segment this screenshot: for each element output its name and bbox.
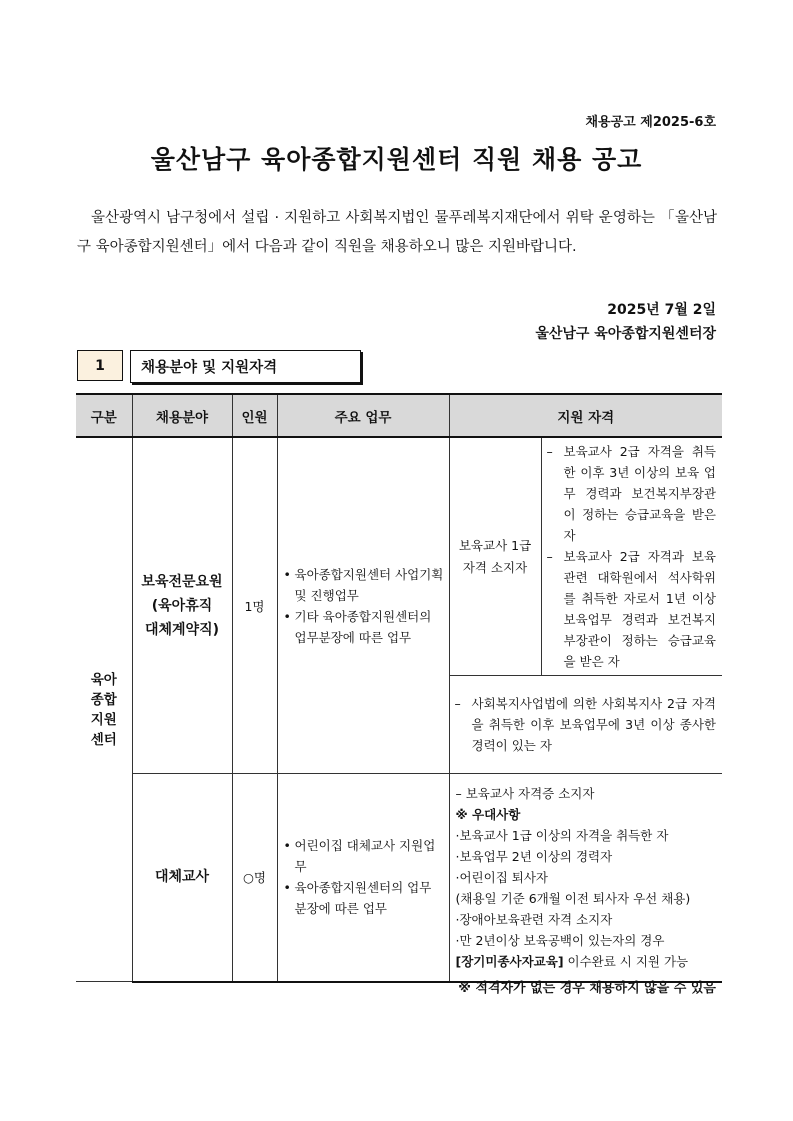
pref-title: ※ 우대사항 — [455, 806, 521, 822]
dash-mark: – — [455, 785, 462, 801]
qual-item — [547, 546, 717, 672]
pref-item: ·보육교사 1급 이상의 자격을 취득한 자 — [455, 827, 669, 843]
notice-number: 채용공고 제2025-6호 — [585, 115, 716, 130]
qual-item-text: 보육교사 2급 자격을 취득한 이후 3년 이상의 보육 업무 경력과 보건복지부장관이 정하는 승급교육을 받은 자 — [563, 444, 716, 543]
notice-date: 2025년 7월 2일 — [607, 302, 716, 318]
qual-cell-2 — [449, 774, 722, 982]
qual-extra-text: 사회복지사업법에 의한 사회복지사 2급 자격을 취득한 이후 보육업무에 3년 이상 종사한 경력이 있는 자 — [471, 696, 716, 753]
qual-items-cell — [541, 437, 722, 676]
dash-mark: – — [546, 549, 553, 564]
duty-item: • 육아종합지원센터의 업무 분장에 따른 업무 — [284, 877, 445, 919]
intro-text: 울산광역시 남구청에서 설립 · 지원하고 사회복지법인 물푸레복지재단에서 위탁 운영하는 「울산남구 육아종합지원센터」에서 다음과 같이 직원을 채용하오니 많은 지원바랍니다. — [77, 210, 717, 255]
pref-item: ·어린이집 퇴사자 — [455, 869, 548, 885]
pref-item: ·만 2년이상 보육공백이 있는자의 경우 — [455, 932, 665, 948]
intro-paragraph — [77, 204, 717, 262]
header-field: 채용분야 — [132, 394, 232, 437]
table-header-row — [76, 394, 722, 437]
count-cell-2: ○명 — [232, 774, 277, 982]
table-row — [76, 774, 722, 982]
footnote: ※ 적격자가 없는 경우 채용하지 않을 수 있음 — [458, 981, 716, 996]
division-cell — [76, 437, 132, 982]
field-cell-1 — [132, 437, 232, 774]
pref-rest-text: 이수완료 시 지원 가능 — [563, 953, 689, 969]
duty-item: • 육아종합지원센터 사업기획 및 진행업무 — [284, 564, 445, 606]
qual-item-text: 보육교사 2급 자격과 보육관련 대학원에서 석사학위를 취득한 자로서 1년 이상 보육업무 경력과 보건복지부장관이 정하는 승급교육을 받은 자 — [563, 549, 716, 669]
header-qualification: 지원 자격 — [449, 394, 722, 437]
table-row — [76, 437, 722, 676]
duty-item: • 어린이집 대체교사 지원업무 — [284, 835, 445, 877]
qual-sub-line-2: 자격 소지자 — [462, 559, 528, 575]
dash-mark: – — [546, 444, 553, 459]
header-count: 인원 — [232, 394, 277, 437]
pref-item: ·장애아보육관련 자격 소지자 — [455, 911, 613, 927]
duties-cell-1 — [277, 437, 449, 774]
header-duties: 주요 업무 — [277, 394, 449, 437]
duties-cell-2 — [277, 774, 449, 982]
qual-item — [547, 441, 717, 546]
dash-mark: – — [454, 696, 461, 711]
pref-item: ·보육업무 2년 이상의 경력자 — [455, 848, 613, 864]
issuer: 울산남구 육아종합지원센터장 — [535, 326, 716, 342]
pref-bold-text: [장기미종사자교육] — [455, 953, 564, 969]
qual-main — [456, 783, 717, 804]
qual-sub-cell — [449, 437, 541, 676]
qual-sub-line-1: 보육교사 1급 — [458, 537, 532, 553]
qual-main-text: 보육교사 자격증 소지자 — [465, 785, 595, 801]
page-title: 울산남구 육아종합지원센터 직원 채용 공고 — [150, 145, 643, 174]
header-division: 구분 — [76, 394, 132, 437]
field-cell-2: 대체교사 — [132, 774, 232, 982]
division-label: 육아 종합 지원 센터 — [90, 671, 117, 748]
pref-item-last — [456, 951, 717, 972]
pref-item: (채용일 기준 6개월 이전 퇴사자 우선 채용) — [455, 890, 691, 906]
qual-extra-cell — [449, 676, 722, 774]
section-title: 채용분야 및 지원자격 — [130, 350, 361, 383]
field-line-3: 대체계약직) — [144, 621, 220, 638]
qual-item — [455, 693, 717, 756]
count-cell-1: 1명 — [232, 437, 277, 774]
duty-item: • 기타 육아종합지원센터의 업무분장에 따른 업무 — [284, 606, 445, 648]
field-line-1: 보육전문요원 — [141, 573, 223, 590]
field-line-2: (육아휴직 — [151, 597, 213, 614]
recruitment-table — [76, 393, 722, 983]
section-number: 1 — [77, 350, 123, 381]
